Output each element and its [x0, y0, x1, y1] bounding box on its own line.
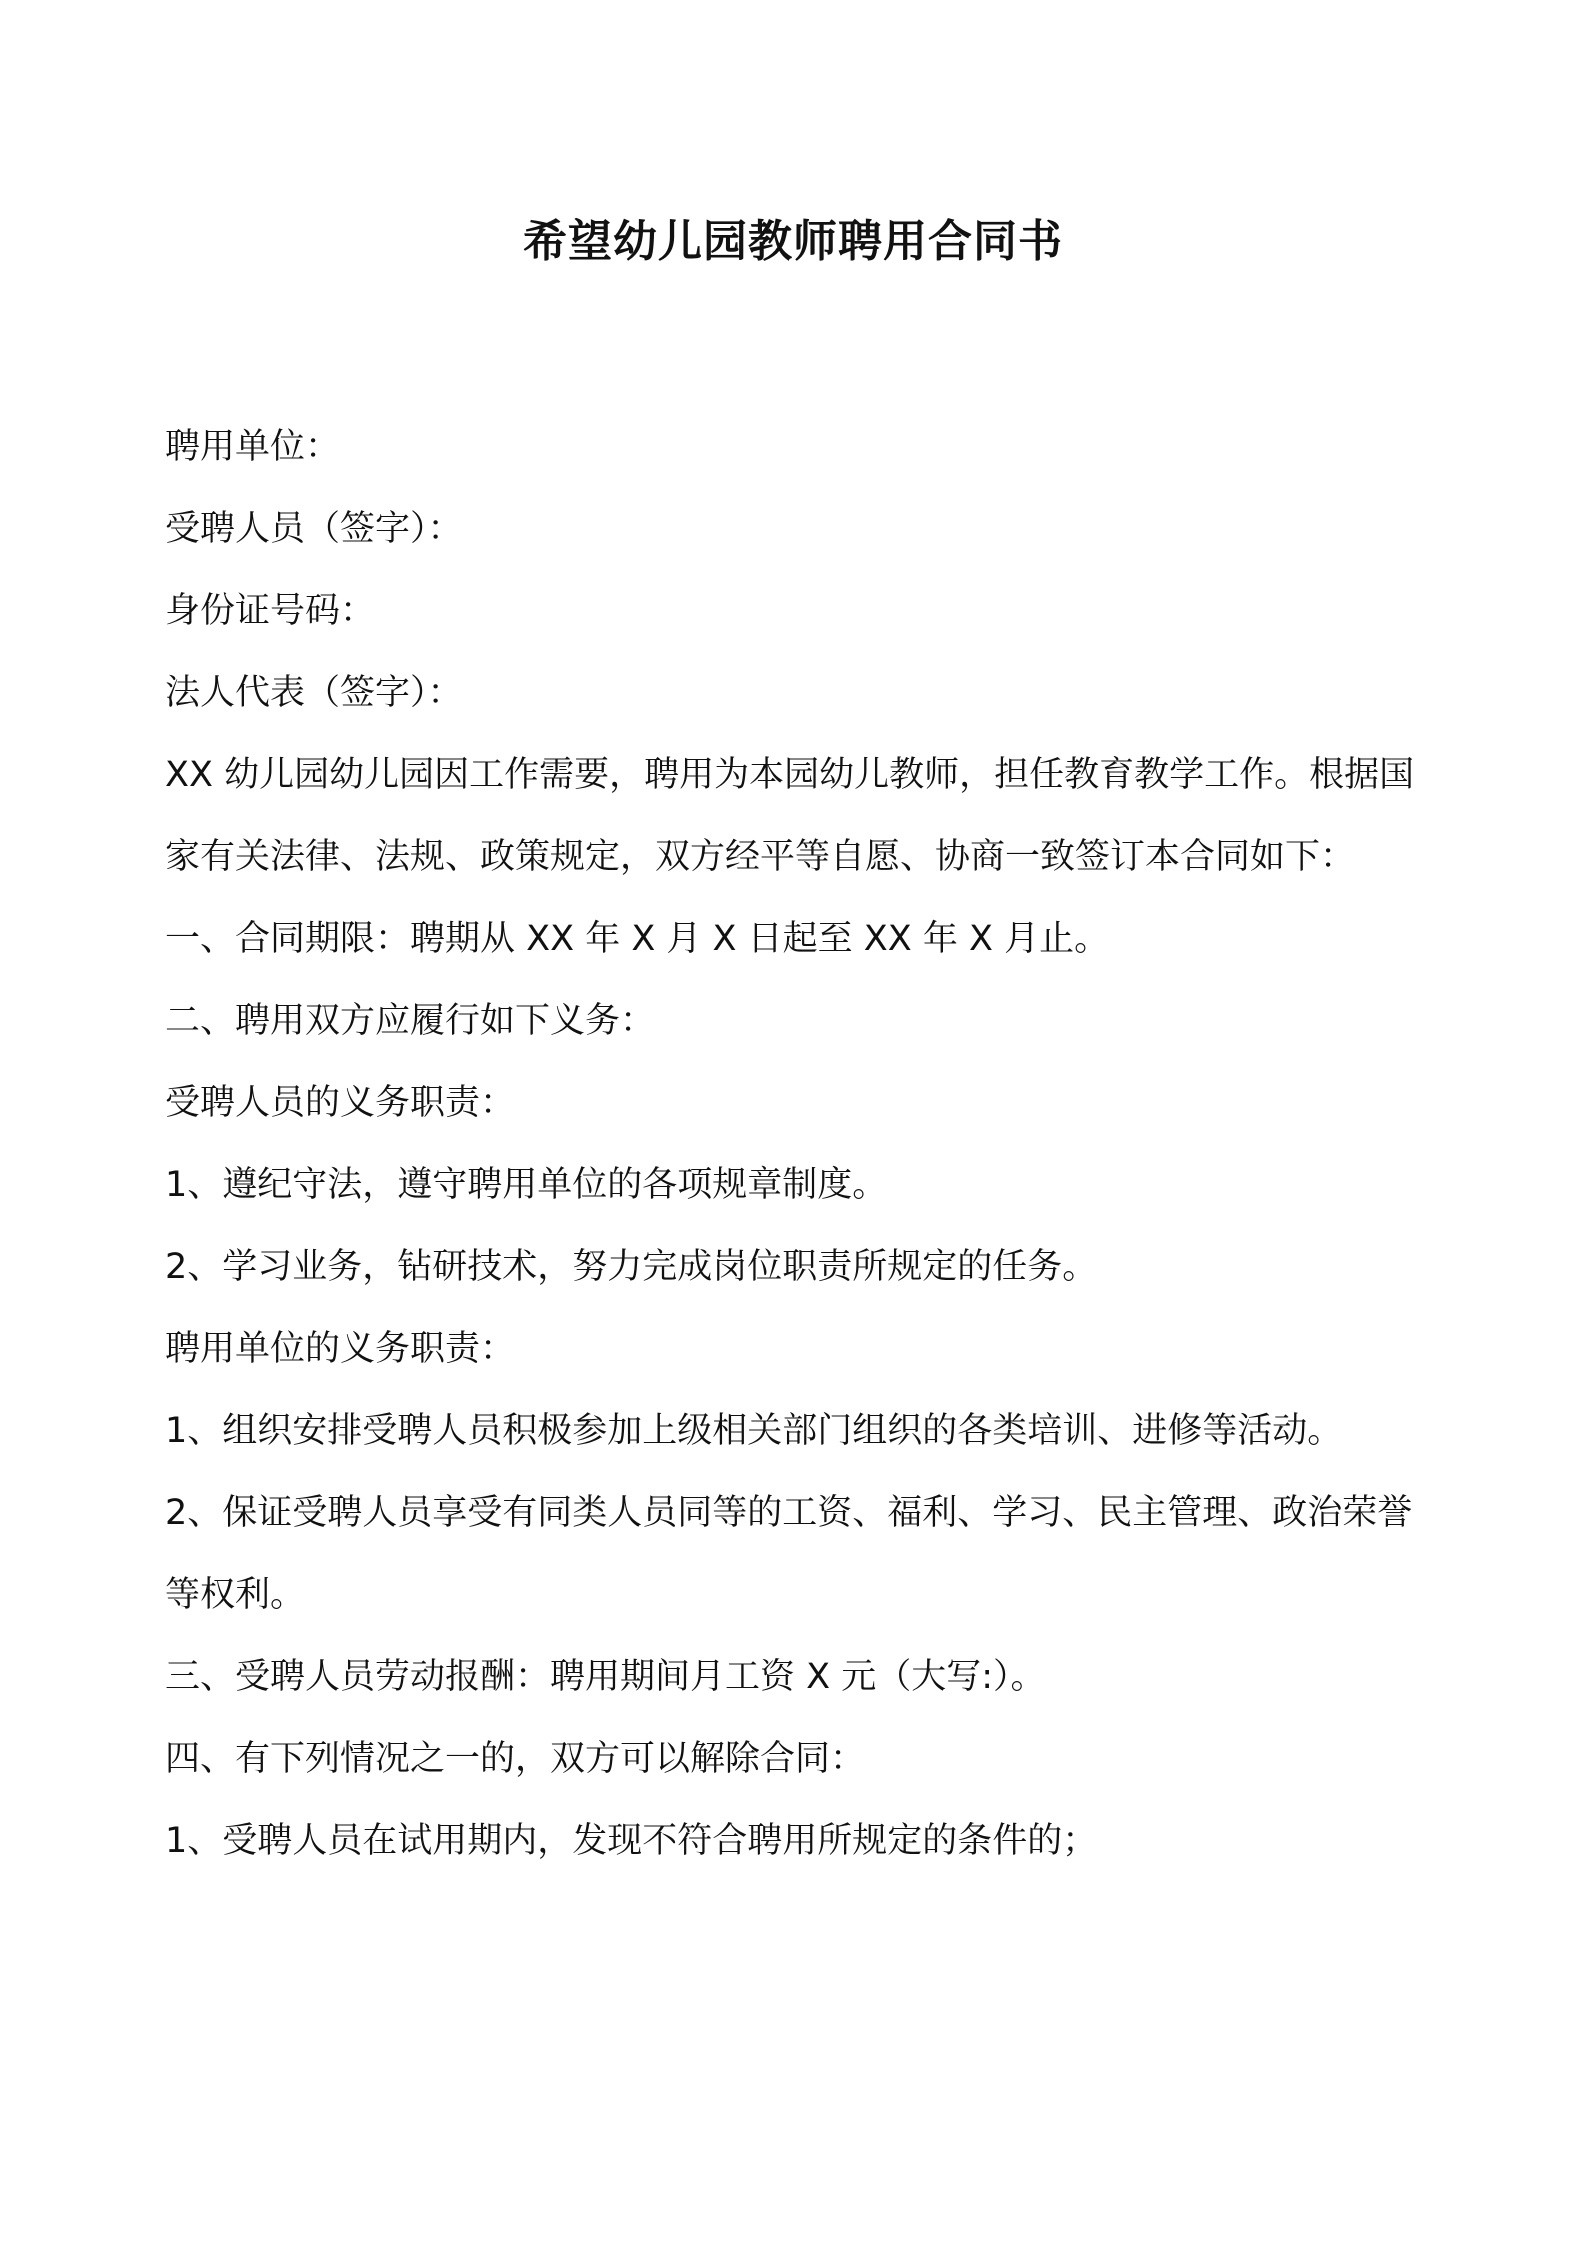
document-body	[165, 406, 1435, 1882]
field-id-number: 身份证号码：	[165, 591, 376, 631]
employee-duty-item: 1、遵纪守法，遵守聘用单位的各项规章制度。	[165, 1165, 888, 1205]
employer-duties-heading: 聘用单位的义务职责：	[165, 1329, 516, 1369]
document-title: 希望幼儿园教师聘用合同书	[523, 216, 1063, 267]
employee-duties-heading: 受聘人员的义务职责：	[165, 1083, 516, 1123]
employer-duty-item: 2、保证受聘人员享受有同类人员同等的工资、福利、学习、民主管理、政治荣誉等权利。	[165, 1493, 1413, 1615]
field-employee-signature: 受聘人员（签字）：	[165, 509, 463, 549]
intro-paragraph: XX 幼儿园幼儿园因工作需要，聘用为本园幼儿教师，担任教育教学工作。根据国家有关法律、法规、政策规定，双方经平等自愿、协商一致签订本合同如下：	[165, 755, 1415, 877]
field-employer: 聘用单位：	[165, 427, 341, 467]
employee-duty-item: 2、学习业务，钻研技术，努力完成岗位职责所规定的任务。	[165, 1247, 1098, 1287]
field-legal-representative-signature: 法人代表（签字）：	[165, 673, 463, 713]
clause-obligations: 二、聘用双方应履行如下义务：	[165, 1001, 656, 1041]
clause-remuneration: 三、受聘人员劳动报酬：聘用期间月工资 X 元（大写:）。	[165, 1657, 1046, 1697]
employer-duty-item: 1、组织安排受聘人员积极参加上级相关部门组织的各类培训、进修等活动。	[165, 1411, 1343, 1451]
termination-item: 1、受聘人员在试用期内，发现不符合聘用所规定的条件的；	[165, 1821, 1098, 1861]
clause-termination: 四、有下列情况之一的，双方可以解除合同：	[165, 1739, 866, 1779]
clause-contract-term: 一、合同期限：聘期从 XX 年 X 月 X 日起至 XX 年 X 月止。	[165, 919, 1110, 959]
